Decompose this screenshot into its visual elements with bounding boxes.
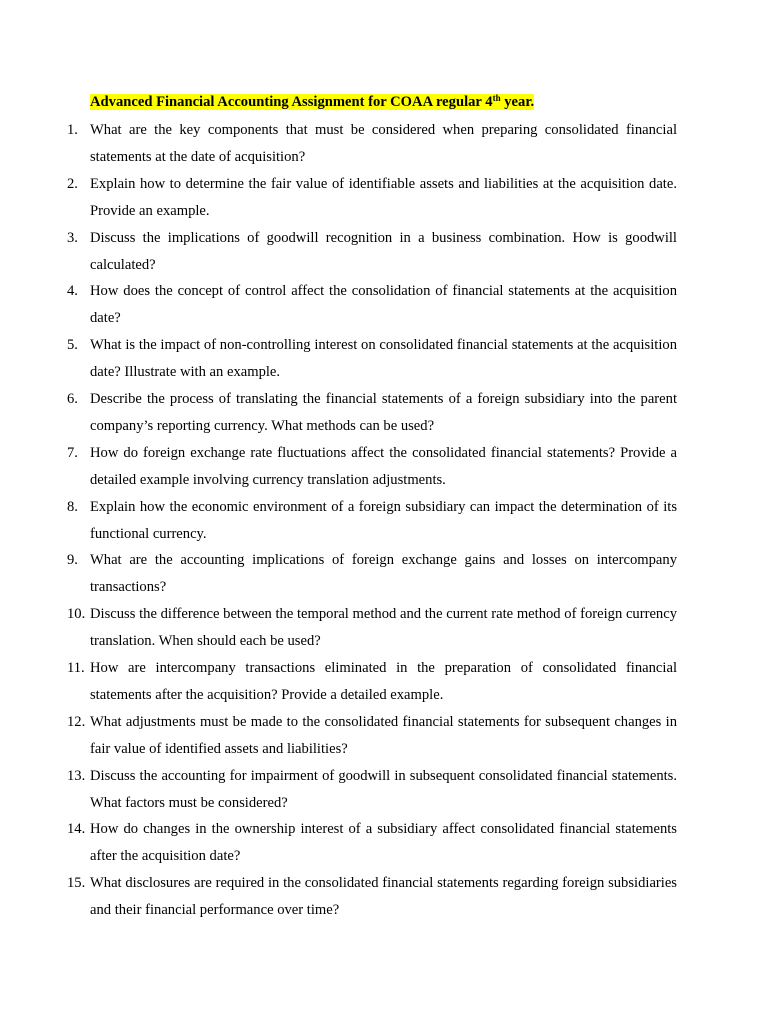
question-list: [0, 117, 768, 924]
question-item: [0, 547, 768, 601]
question-text: What disclosures are required in the consolidated financial statements regarding foreign subsidiaries and their financial performance over time?: [90, 875, 677, 919]
question-number: 2.: [67, 175, 78, 192]
question-text: What adjustments must be made to the consolidated financial statements for subsequent changes in fair value of identified assets and liabilities?: [90, 713, 677, 757]
question-number: 8.: [67, 498, 78, 515]
question-item: [0, 494, 768, 548]
question-number: 14.: [67, 821, 86, 838]
question-item: [0, 171, 768, 225]
question-text: Explain how the economic environment of a foreign subsidiary can impact the determination of its functional currency.: [90, 498, 677, 542]
question-item: [0, 655, 768, 709]
question-text: How do changes in the ownership interest of a subsidiary affect consolidated financial statements after the acquisition date?: [90, 821, 677, 865]
assignment-title: [90, 93, 534, 111]
question-number: 10.: [67, 606, 86, 623]
question-text: How are intercompany transactions eliminated in the preparation of consolidated financial statements after the acquisition? Provide a detailed example.: [90, 659, 677, 703]
question-number: 7.: [67, 444, 78, 461]
title-superscript: th: [492, 93, 501, 103]
question-number: 4.: [67, 283, 78, 300]
question-item: [0, 870, 768, 924]
question-number: 9.: [67, 552, 78, 569]
question-text: Explain how to determine the fair value of identifiable assets and liabilities at the acquisition date. Provide an example.: [90, 175, 677, 219]
question-text: What are the accounting implications of foreign exchange gains and losses on intercompany transactions?: [90, 552, 677, 596]
question-text: Discuss the accounting for impairment of goodwill in subsequent consolidated financial statements. What factors must be considered?: [90, 767, 677, 811]
question-item: [0, 225, 768, 279]
question-item: [0, 816, 768, 870]
question-number: 11.: [67, 659, 85, 676]
question-item: [0, 386, 768, 440]
question-number: 6.: [67, 390, 78, 407]
question-text: What are the key components that must be considered when preparing consolidated financial statements at the date of acquisition?: [90, 122, 677, 165]
question-text: How do foreign exchange rate fluctuations affect the consolidated financial statements? Provide a detailed example involving currency translation adjustments.: [90, 444, 677, 488]
question-text: Describe the process of translating the financial statements of a foreign subsidiary into the parent company’s reporting currency. What methods can be used?: [90, 390, 677, 434]
question-item: [0, 763, 768, 817]
question-number: 15.: [67, 875, 86, 892]
question-text: Discuss the difference between the temporal method and the current rate method of foreign currency translation. When should each be used?: [90, 606, 677, 650]
title-end-text: year.: [500, 94, 535, 110]
title-main-text: Advanced Financial Accounting Assignment for COAA regular 4: [90, 94, 493, 110]
question-number: 3.: [67, 229, 78, 246]
question-item: [0, 117, 768, 171]
question-number: 5.: [67, 337, 78, 354]
highlighted-title: [90, 94, 534, 110]
question-text: Discuss the implications of goodwill recognition in a business combination. How is goodwill calculated?: [90, 229, 677, 273]
question-item: [0, 332, 768, 386]
question-item: [0, 440, 768, 494]
question-item: [0, 601, 768, 655]
question-text: How does the concept of control affect the consolidation of financial statements at the acquisition date?: [90, 283, 677, 327]
question-item: [0, 278, 768, 332]
question-number: 12.: [67, 713, 86, 730]
question-number: 13.: [67, 767, 86, 784]
question-item: [0, 709, 768, 763]
question-number: 1.: [67, 122, 78, 138]
question-text: What is the impact of non-controlling interest on consolidated financial statements at the acquisition date? Illustrate with an example.: [90, 337, 677, 381]
